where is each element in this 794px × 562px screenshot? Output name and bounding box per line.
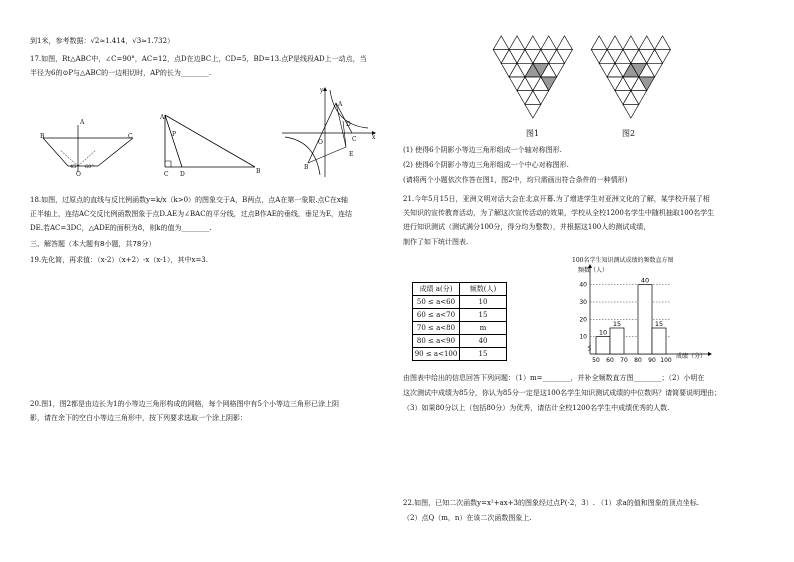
- x-tick-label: 90: [648, 357, 656, 364]
- table-row: [413, 296, 507, 309]
- table-header-score: 成绩 a(分): [413, 283, 460, 296]
- histogram: [560, 262, 720, 367]
- figure-17-2: [160, 112, 265, 174]
- y-tick-label: 30: [579, 299, 587, 306]
- fig1-label-o: O: [76, 171, 81, 178]
- p21-line2: 关知识的宣传教育活动，为了解这次宣传活动的效果，学校从全校1200名学生中随机抽取100名学生: [403, 209, 715, 217]
- table-cell: 90 ≤ a<100: [413, 348, 460, 361]
- table-row: [413, 348, 507, 361]
- p17-line1: 17.如图，Rt△ABC中，∠C=90°，AC=12，点D在边BC上，CD=5，BD=13.点P是线段AD上一动点，当: [30, 55, 367, 63]
- grid-triangle: [623, 104, 639, 118]
- bar-value-label: 15: [612, 320, 622, 328]
- triangle-grid-1: [488, 32, 583, 122]
- bar-value-label: 10: [598, 328, 608, 337]
- grid-triangle: [639, 36, 655, 50]
- p17-line2: 半径为6的⊙P与△ABC的一边相切时，AP的长为________.: [30, 69, 212, 77]
- y-tick-label: 40: [579, 281, 587, 289]
- fig3-label-d: D: [346, 121, 351, 128]
- table-cell: 10: [460, 296, 507, 309]
- grid-triangle: [509, 36, 525, 50]
- p19: 19.先化简，再求值：（x-2）（x+2）-x（x-1），其中x=3.: [30, 256, 208, 264]
- section-3-header: 三、解答题（本大题有8小题，共78分）: [30, 240, 156, 248]
- x-tick-label: 100: [660, 357, 672, 364]
- p21-line1: 21.今年5月15日，亚洲文明对话大会在北京开幕.为了增进学生对亚洲文化的了解，某学校开展了相: [403, 195, 710, 203]
- p20-line1: 20.图1，图2都是由边长为1的小等边三角形构成的网格，每个网格图中有5个小等边三角形已涂上阴: [30, 400, 339, 408]
- grid-triangle: [525, 104, 541, 118]
- histogram-bar: [638, 285, 652, 354]
- y-axis-label: 频数（人）: [578, 267, 609, 274]
- fig1-label-b: B: [40, 133, 45, 140]
- fig2-label-a: A: [160, 114, 165, 121]
- fig3-label-y: y: [320, 87, 324, 94]
- grid-triangle: [607, 36, 623, 50]
- x-tick-label: 60: [606, 357, 614, 364]
- fig3-label-o: O: [318, 139, 323, 146]
- p18-line1: 18.如图，过原点的直线与反比例函数y=k/x（k>0）的图象交于A，B两点，点A在第一象限.点C在x轴: [30, 196, 348, 204]
- grid-triangle: [655, 36, 671, 50]
- p22-line1: 22.如图，已知二次函数y=x²+ax+3的图象经过点P(-2，3）. （1）求a的值和图象的顶点坐标.: [403, 499, 700, 507]
- x-axis-label: 成绩（分）: [676, 353, 707, 360]
- y-tick-label: 10: [579, 333, 587, 341]
- fig3-label-a: A: [338, 101, 343, 108]
- bar-value-label: 40: [640, 276, 650, 285]
- table-row: [413, 335, 507, 348]
- frequency-table: [412, 282, 507, 361]
- fig2-label-p: P: [172, 131, 177, 138]
- fig1-angle-60: 60°: [85, 164, 94, 170]
- table-cell: 60 ≤ a<70: [413, 309, 460, 322]
- p21-after3: （3）如果80分以上（包括80分）为优秀，请估计全校1200名学生中成绩优秀的人数.: [403, 404, 670, 412]
- fig3-label-b: B: [304, 164, 309, 171]
- fig1-label-c: C: [128, 133, 133, 140]
- histogram-bar: [596, 337, 610, 354]
- table-cell: 15: [460, 348, 507, 361]
- fig1-caption: 图1: [526, 129, 540, 138]
- table-row: [413, 309, 507, 322]
- table-cell: 15: [460, 309, 507, 322]
- triangle-grid-2: [586, 32, 681, 122]
- fig1-label-a: A: [80, 119, 85, 126]
- p20-line2: 影，请在余下的空白小等边三角形中，按下列要求选取一个涂上阴影：: [30, 414, 247, 422]
- table-row: [413, 322, 507, 335]
- table-header-row: [413, 283, 507, 296]
- p21-after2: 这次测试中成绩为85分，你认为85分一定是这100名学生知识测试成绩的中位数吗？请简要说明理由；: [403, 389, 722, 397]
- fig2-label-c: C: [164, 171, 169, 178]
- table-cell: m: [460, 322, 507, 335]
- table-cell: 40: [460, 335, 507, 348]
- fig2-label-d: D: [180, 171, 185, 178]
- p21-line3: 进行知识测试（测试满分100分，得分均为整数），并根据这100人的测试成绩，: [403, 223, 651, 231]
- x-axis-arrow: [708, 352, 712, 356]
- grid-triangle: [591, 36, 607, 50]
- grid-triangle: [623, 36, 639, 50]
- grid-triangle: [493, 36, 509, 50]
- fig3-label-c: C: [352, 136, 357, 143]
- axis-break: [588, 345, 591, 351]
- fig1-angle-45: 45°: [70, 164, 79, 170]
- p20-q2: (2) 使得6个阴影小等边三角形组成一个中心对称图形.: [403, 161, 569, 169]
- fig3-label-x: x: [372, 134, 376, 141]
- fig3-label-e: E: [349, 151, 354, 158]
- histogram-bar: [652, 328, 666, 354]
- p18-line2: 正半轴上，连结AC交反比例函数图象于点D.AE为∠BAC的平分线，过点B作AE的垂线，垂足为E，连结: [30, 210, 353, 218]
- table-header-count: 频数(人): [460, 283, 507, 296]
- fig2-caption: 图2: [622, 129, 636, 138]
- grid-triangle: [557, 36, 573, 50]
- figure-18: [280, 85, 380, 180]
- x-tick-label: 80: [634, 357, 642, 364]
- p20-note: (请将两个小题依次作答在图1，图2中，均只需画出符合条件的一种情形): [403, 176, 628, 184]
- histogram-bar: [610, 328, 624, 354]
- p22-line2: （2）点Q（m，n）在该二次函数图象上.: [403, 514, 532, 522]
- bar-value-label: 15: [654, 320, 664, 328]
- table-cell: 50 ≤ a<60: [413, 296, 460, 309]
- p21-line4: 制作了如下统计图表.: [403, 238, 469, 246]
- p21-after1: 由图表中给出的信息回答下列问题：（1）m=________，并补全频数直方图________；（2）小明在: [403, 374, 705, 382]
- p16-tail: 到1米，参考数据：√2≈1.414，√3≈1.732）: [30, 37, 175, 45]
- table-cell: 80 ≤ a<90: [413, 335, 460, 348]
- grid-triangle: [525, 36, 541, 50]
- grid-triangle: [541, 36, 557, 50]
- p18-line3: DE.若AC=3DC，△ADE的面积为8，则k的值为________.: [30, 224, 212, 232]
- fig2-label-b: B: [256, 168, 261, 175]
- x-tick-label: 50: [592, 357, 600, 364]
- chart-title: 100名学生知识测试成绩的频数直方图: [572, 257, 674, 264]
- x-tick-label: 70: [620, 357, 628, 364]
- table-cell: 70 ≤ a<80: [413, 322, 460, 335]
- y-tick-label: 20: [579, 316, 587, 324]
- p20-q1: (1) 使得6个阴影小等边三角形组成一个轴对称图形.: [403, 146, 562, 154]
